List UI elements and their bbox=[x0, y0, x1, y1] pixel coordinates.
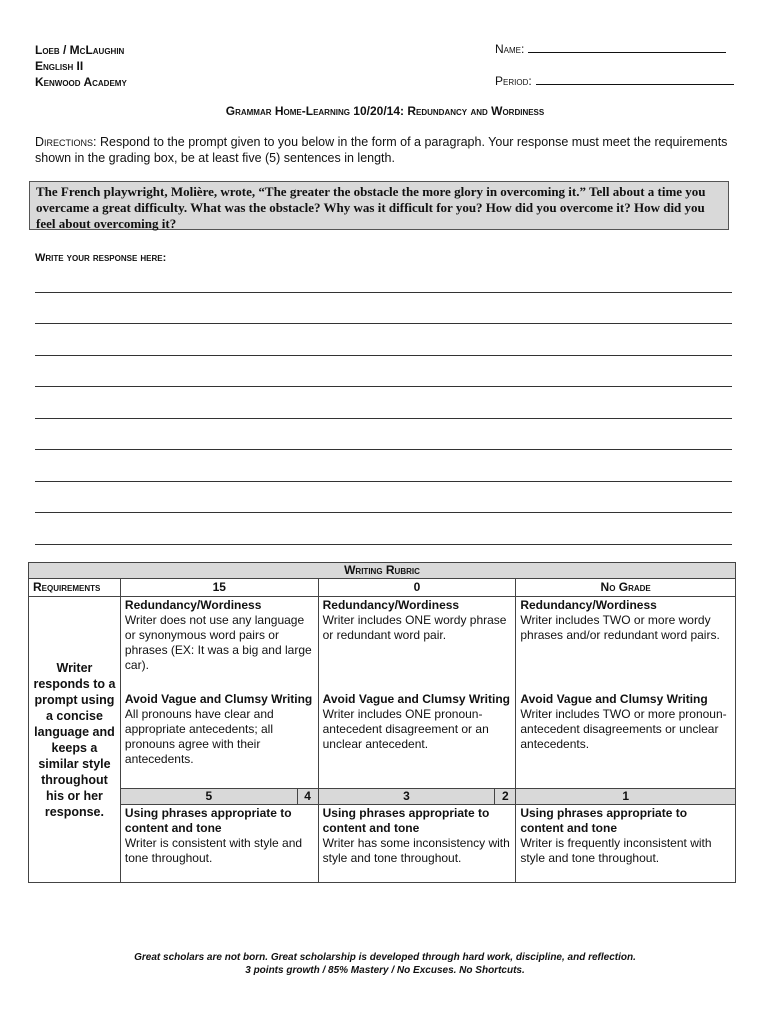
response-line[interactable] bbox=[35, 512, 732, 513]
rubric-cell bbox=[318, 805, 516, 883]
writing-prompt: The French playwright, Molière, wrote, “The greater the obstacle the more glory in overcoming it.” Tell about a time you overcame a great difficulty. What was the obstacle? Why was it difficult for you? How did you overcome it? How did you feel about overcoming it? bbox=[29, 181, 729, 230]
response-line[interactable] bbox=[35, 386, 732, 387]
score-5: 5 bbox=[120, 789, 297, 805]
name-field[interactable] bbox=[495, 42, 726, 56]
writing-rubric bbox=[28, 562, 736, 883]
criterion-heading: Redundancy/Wordiness bbox=[124, 598, 262, 612]
directions-label: Directions bbox=[35, 135, 94, 149]
criterion-heading: Avoid Vague and Clumsy Writing bbox=[322, 692, 510, 706]
teacher-names: Loeb / McLaughin bbox=[35, 43, 125, 57]
rubric-title: Writing Rubric bbox=[29, 563, 736, 579]
criterion-text: Writer has some inconsistency with style and tone throughout. bbox=[322, 836, 510, 865]
rubric-cell bbox=[318, 691, 516, 789]
page-title: Grammar Home-Learning 10/20/14: Redundancy and Wordiness bbox=[225, 104, 545, 118]
criterion-text: Writer includes TWO or more wordy phrases and/or redundant word pairs. bbox=[520, 613, 720, 642]
response-line[interactable] bbox=[35, 481, 732, 482]
criterion-text: Writer includes ONE pronoun-antecedent disagreement or an unclear antecedent. bbox=[322, 707, 489, 751]
name-label: Name: bbox=[495, 42, 525, 56]
col-no-grade: No Grade bbox=[516, 579, 736, 597]
response-line[interactable] bbox=[35, 449, 732, 450]
criterion-text: All pronouns have clear and appropriate antecedents; all pronouns agree with their antecedents. bbox=[124, 707, 274, 766]
rubric-cell bbox=[120, 805, 318, 883]
requirement-text: Writer responds to a prompt using a concise language and keeps a similar style throughout his or her response. bbox=[29, 597, 121, 883]
rubric-cell bbox=[120, 597, 318, 692]
response-line[interactable] bbox=[35, 292, 732, 293]
rubric-cell bbox=[516, 597, 736, 692]
rubric-cell bbox=[516, 691, 736, 789]
col-score-15: 15 bbox=[120, 579, 318, 597]
directions bbox=[35, 134, 735, 166]
response-line[interactable] bbox=[35, 355, 732, 356]
col-score-0: 0 bbox=[318, 579, 516, 597]
criterion-text: Writer includes ONE wordy phrase or redundant word pair. bbox=[322, 613, 507, 642]
criterion-text: Writer includes TWO or more pronoun-antecedent disagreements or unclear antecedents. bbox=[520, 707, 727, 751]
period-blank[interactable] bbox=[536, 74, 734, 85]
rubric-cell bbox=[318, 597, 516, 692]
criterion-heading: Using phrases appropriate to content and tone bbox=[520, 806, 688, 835]
score-1: 1 bbox=[516, 789, 736, 805]
score-3: 3 bbox=[318, 789, 495, 805]
footer-line-2: 3 points growth / 85% Mastery / No Excuses. No Shortcuts. bbox=[245, 965, 525, 976]
criterion-text: Writer is consistent with style and tone throughout. bbox=[124, 836, 303, 865]
response-line[interactable] bbox=[35, 544, 732, 545]
response-line[interactable] bbox=[35, 418, 732, 419]
criterion-text: Writer is frequently inconsistent with style and tone throughout. bbox=[520, 836, 712, 865]
rubric-cell bbox=[516, 805, 736, 883]
col-requirements: Requirements bbox=[29, 579, 121, 597]
criterion-text: Writer does not use any language or synonymous word pairs or phrases (EX: It was a big and large car). bbox=[124, 613, 312, 672]
school-name: Kenwood Academy bbox=[35, 75, 127, 89]
criterion-heading: Avoid Vague and Clumsy Writing bbox=[520, 692, 708, 706]
criterion-heading: Redundancy/Wordiness bbox=[322, 598, 460, 612]
course-name: English II bbox=[35, 59, 84, 73]
period-label: Period: bbox=[495, 74, 532, 88]
response-line[interactable] bbox=[35, 323, 732, 324]
criterion-heading: Redundancy/Wordiness bbox=[520, 598, 657, 612]
criterion-heading: Using phrases appropriate to content and tone bbox=[124, 806, 292, 835]
score-2: 2 bbox=[495, 789, 516, 805]
criterion-heading: Avoid Vague and Clumsy Writing bbox=[124, 692, 313, 706]
score-4: 4 bbox=[297, 789, 318, 805]
period-field[interactable] bbox=[495, 74, 734, 88]
course-info bbox=[35, 42, 127, 90]
rubric-cell bbox=[120, 691, 318, 789]
name-blank[interactable] bbox=[528, 42, 726, 53]
footer-line-1: Great scholars are not born. Great scholarship is developed through hard work, discipline, and reflection. bbox=[134, 952, 636, 963]
criterion-heading: Using phrases appropriate to content and tone bbox=[322, 806, 490, 835]
response-label: Write your response here: bbox=[35, 252, 167, 264]
directions-text: : Respond to the prompt given to you below in the form of a paragraph. Your response must meet the requirements shown in the grading box, be at least five (5) sentences in length. bbox=[35, 135, 728, 165]
footer-motto bbox=[0, 951, 770, 977]
